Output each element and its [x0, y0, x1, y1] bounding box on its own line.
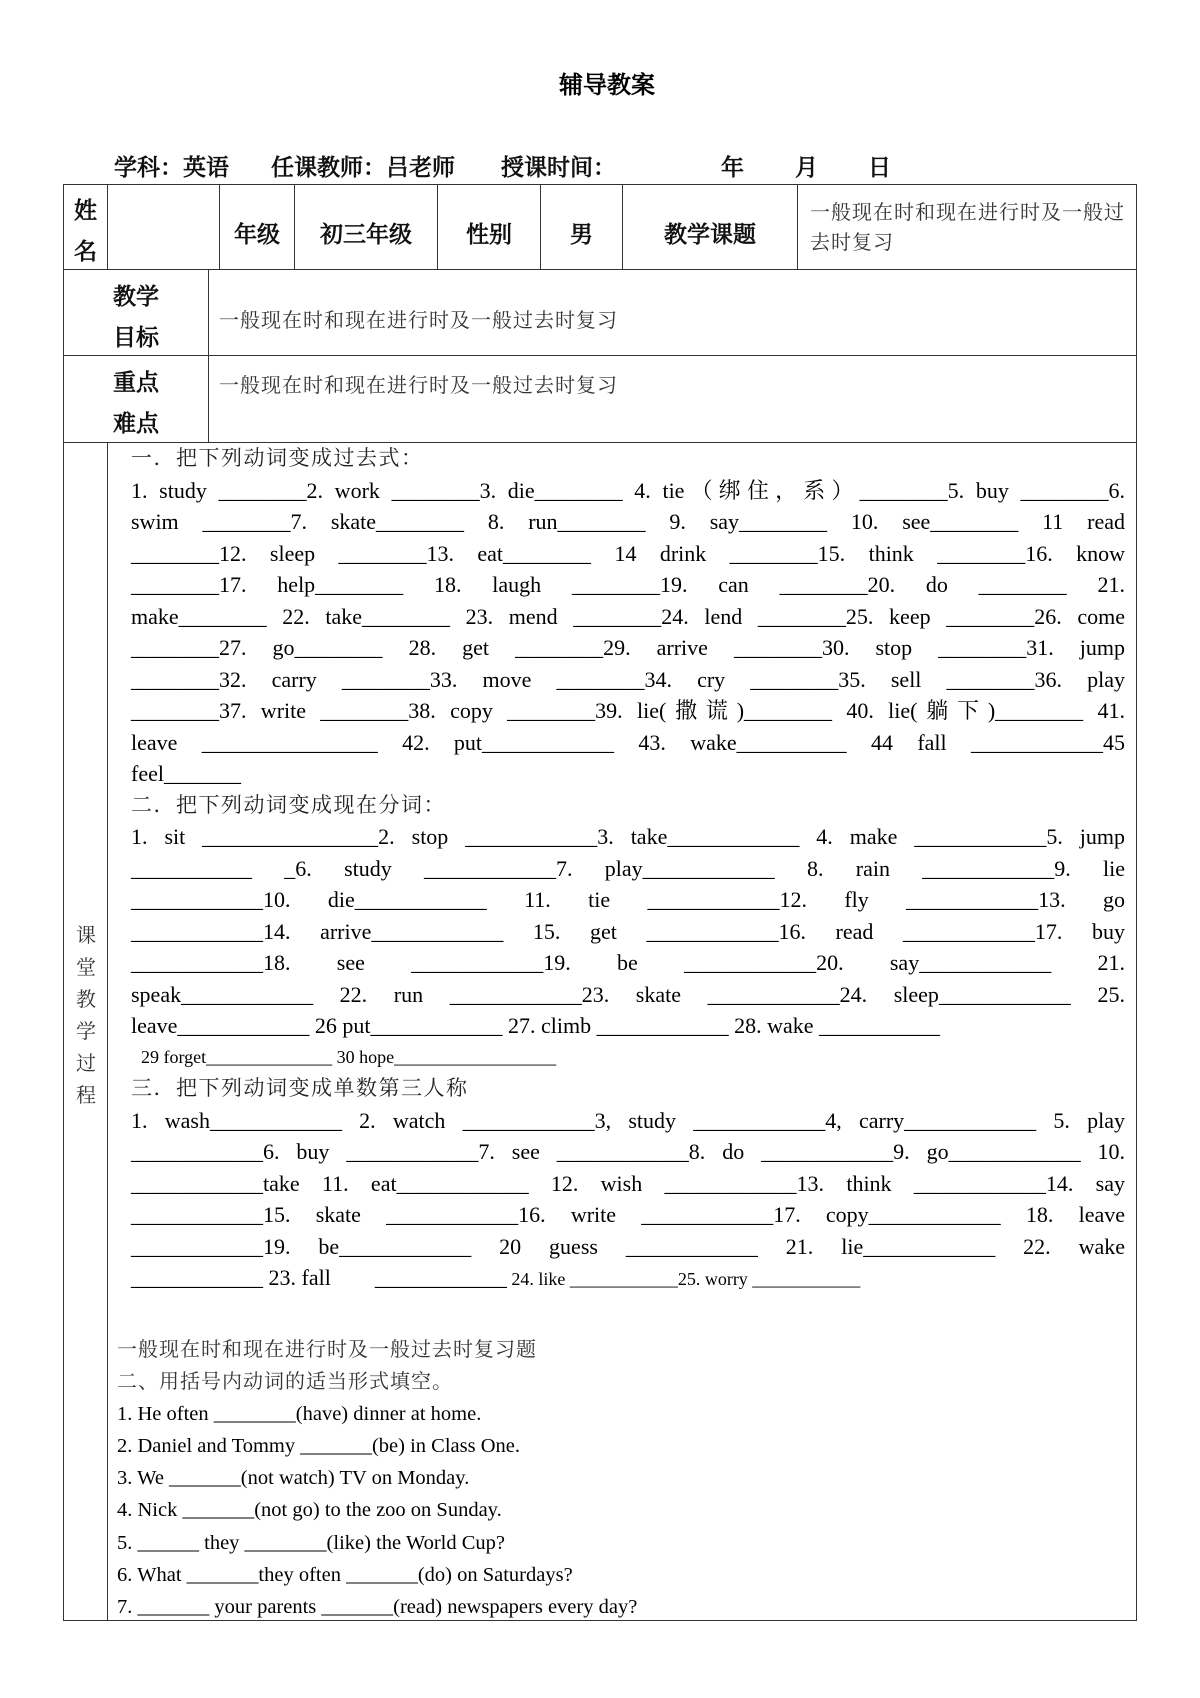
- review-title: 一般现在时和现在进行时及一般过去时复习题: [117, 1337, 537, 1361]
- exercise-line: ________27. go________ 28. get ________29. arrive ________30. stop ________31. jump: [131, 635, 1125, 660]
- process-label-cell: [64, 443, 108, 1620]
- objective-content: 一般现在时和现在进行时及一般过去时复习: [219, 307, 618, 332]
- exercise-line-main: ____________ 23. fall: [131, 1265, 331, 1290]
- exercise-line: ____________15. skate ____________16. write ____________17. copy____________ 18. leave: [131, 1202, 1125, 1227]
- topic-value-cell: [798, 185, 1136, 270]
- objective-label: 教学 目标: [113, 283, 159, 351]
- grade-value-cell: [295, 185, 438, 270]
- key-points-label-cell: [64, 356, 209, 443]
- process-content-cell: [108, 443, 1136, 1620]
- exercise-line: leave____________ 26 put____________ 27. climb ____________ 28. wake ___________: [131, 1013, 941, 1038]
- exercise-line: ________37. write ________38. copy ________39. lie(撒谎)________ 40. lie(躺下)________ 41.: [131, 698, 1125, 723]
- exercise-line: ____________18. see ____________19. be ____________20. say____________ 21.: [131, 950, 1125, 975]
- exercise-line: ___________ _6. study ____________7. play____________ 8. rain ____________9. lie: [131, 855, 1125, 881]
- objective-content-cell: [209, 270, 1136, 356]
- exercise-line: 1. wash____________ 2. watch ____________3, study ____________4, carry____________ 5. play: [131, 1107, 1125, 1133]
- review-sentence: 6. What _______they often _______(do) on Saturdays?: [117, 1564, 573, 1587]
- lesson-plan-table: [63, 184, 1137, 1621]
- section-third-person: [131, 1073, 1125, 1296]
- review-instruction: 二、用括号内动词的适当形式填空。: [117, 1369, 453, 1394]
- review-sentence: 7. _______ your parents _______(read) newspapers every day?: [117, 1596, 638, 1619]
- review-sentence: 5. ______ they ________(like) the World Cup?: [117, 1531, 505, 1554]
- gender-label: 性别: [466, 221, 512, 248]
- review-sentence: 1. He often ________(have) dinner at home.: [117, 1402, 482, 1425]
- year-label: 年: [721, 155, 744, 181]
- review-sentence: 2. Daniel and Tommy _______(be) in Class One.: [117, 1434, 521, 1457]
- exercise-block: [131, 443, 1125, 1296]
- grade-label-cell: [220, 185, 295, 270]
- page-title: 辅导教案: [559, 71, 655, 99]
- topic-label-cell: [623, 185, 798, 270]
- exercise-line: swim ________7. skate________ 8. run________ 9. say________ 10. see________ 11 read: [131, 509, 1125, 534]
- exercise-line: 1. study ________2. work ________3. die________ 4. tie（绑住，系）________5. buy ________6.: [131, 477, 1125, 503]
- exercise-line: ________12. sleep ________13. eat________ 14 drink ________15. think ________16. know: [131, 540, 1125, 566]
- exercise-line: speak____________ 22. run ____________23. skate ____________24. sleep____________ 25.: [131, 981, 1125, 1007]
- key-points-label: 重点 难点: [113, 370, 159, 437]
- name-label: 姓 名: [74, 198, 97, 265]
- exercise-line: ____________19. be____________ 20 guess ____________ 21. lie____________ 22. wake: [131, 1233, 1125, 1259]
- section-present-participle: [131, 790, 1125, 1074]
- name-label-cell: [64, 185, 108, 270]
- subject-field: 学科：英语: [114, 155, 229, 181]
- process-label: 课 堂 教 学 过 程: [76, 923, 96, 1107]
- exercise-line: ________32. carry ________33. move ________34. cry ________35. sell ________36. play: [131, 666, 1125, 692]
- exercise-line: feel_______: [131, 761, 241, 786]
- section-heading: 一．把下列动词变成过去式：: [131, 446, 424, 470]
- exercise-line: leave ________________ 42. put____________ 43. wake__________ 44 fall ____________45: [131, 729, 1125, 755]
- topic-label: 教学课题: [664, 221, 756, 248]
- month-label: 月: [795, 155, 818, 181]
- review-sentence: 4. Nick _______(not go) to the zoo on Sunday.: [117, 1499, 502, 1522]
- key-points-content: 一般现在时和现在进行时及一般过去时复习: [219, 373, 618, 397]
- section-past-tense: [131, 443, 1125, 790]
- exercise-line: [131, 1262, 1125, 1296]
- exercise-line: ________17. help________ 18. laugh ________19. can ________20. do ________ 21.: [131, 572, 1125, 597]
- section-heading: 二．把下列动词变成现在分词：: [131, 792, 446, 817]
- exercise-line: make________ 22. take________ 23. mend ________24. lend ________25. keep ________26. come: [131, 603, 1125, 629]
- key-points-content-cell: [209, 356, 1136, 443]
- name-value-cell: [108, 185, 220, 270]
- exercise-line: 29 forget______________ 30 hope__________________: [141, 1046, 557, 1067]
- time-label: 授课时间：: [501, 155, 616, 181]
- exercise-line: 1. sit ________________2. stop ____________3. take____________ 4. make ____________5. jump: [131, 824, 1125, 849]
- gender-value: 男: [570, 221, 593, 248]
- teacher-field: 任课教师：吕老师: [271, 155, 455, 181]
- day-label: 日: [868, 155, 891, 181]
- grade-label: 年级: [234, 221, 280, 248]
- objective-label-cell: [64, 270, 209, 356]
- review-exercise: [117, 1333, 1117, 1624]
- exercise-line: ____________take 11. eat____________ 12. wish ____________13. think ____________14. say: [131, 1170, 1125, 1196]
- grade-value: 初三年级: [320, 221, 412, 248]
- topic-value: 一般现在时和现在进行时及一般过去时复习: [810, 200, 1125, 254]
- exercise-line: ____________14. arrive____________ 15. get ____________16. read ____________17. buy: [131, 918, 1125, 944]
- exercise-line-small: 24. like ____________25. worry ____________: [506, 1269, 861, 1289]
- exercise-line-blank: ____________: [374, 1265, 507, 1290]
- gender-label-cell: [438, 185, 541, 270]
- review-sentence: 3. We _______(not watch) TV on Monday.: [117, 1467, 470, 1490]
- exercise-line: ____________6. buy ____________7. see ____________8. do ____________9. go____________ 10.: [131, 1139, 1125, 1164]
- gender-value-cell: [541, 185, 623, 270]
- exercise-line: ____________10. die____________ 11. tie ____________12. fly ____________13. go: [131, 887, 1125, 912]
- section-heading: 三．把下列动词变成单数第三人称: [131, 1076, 469, 1100]
